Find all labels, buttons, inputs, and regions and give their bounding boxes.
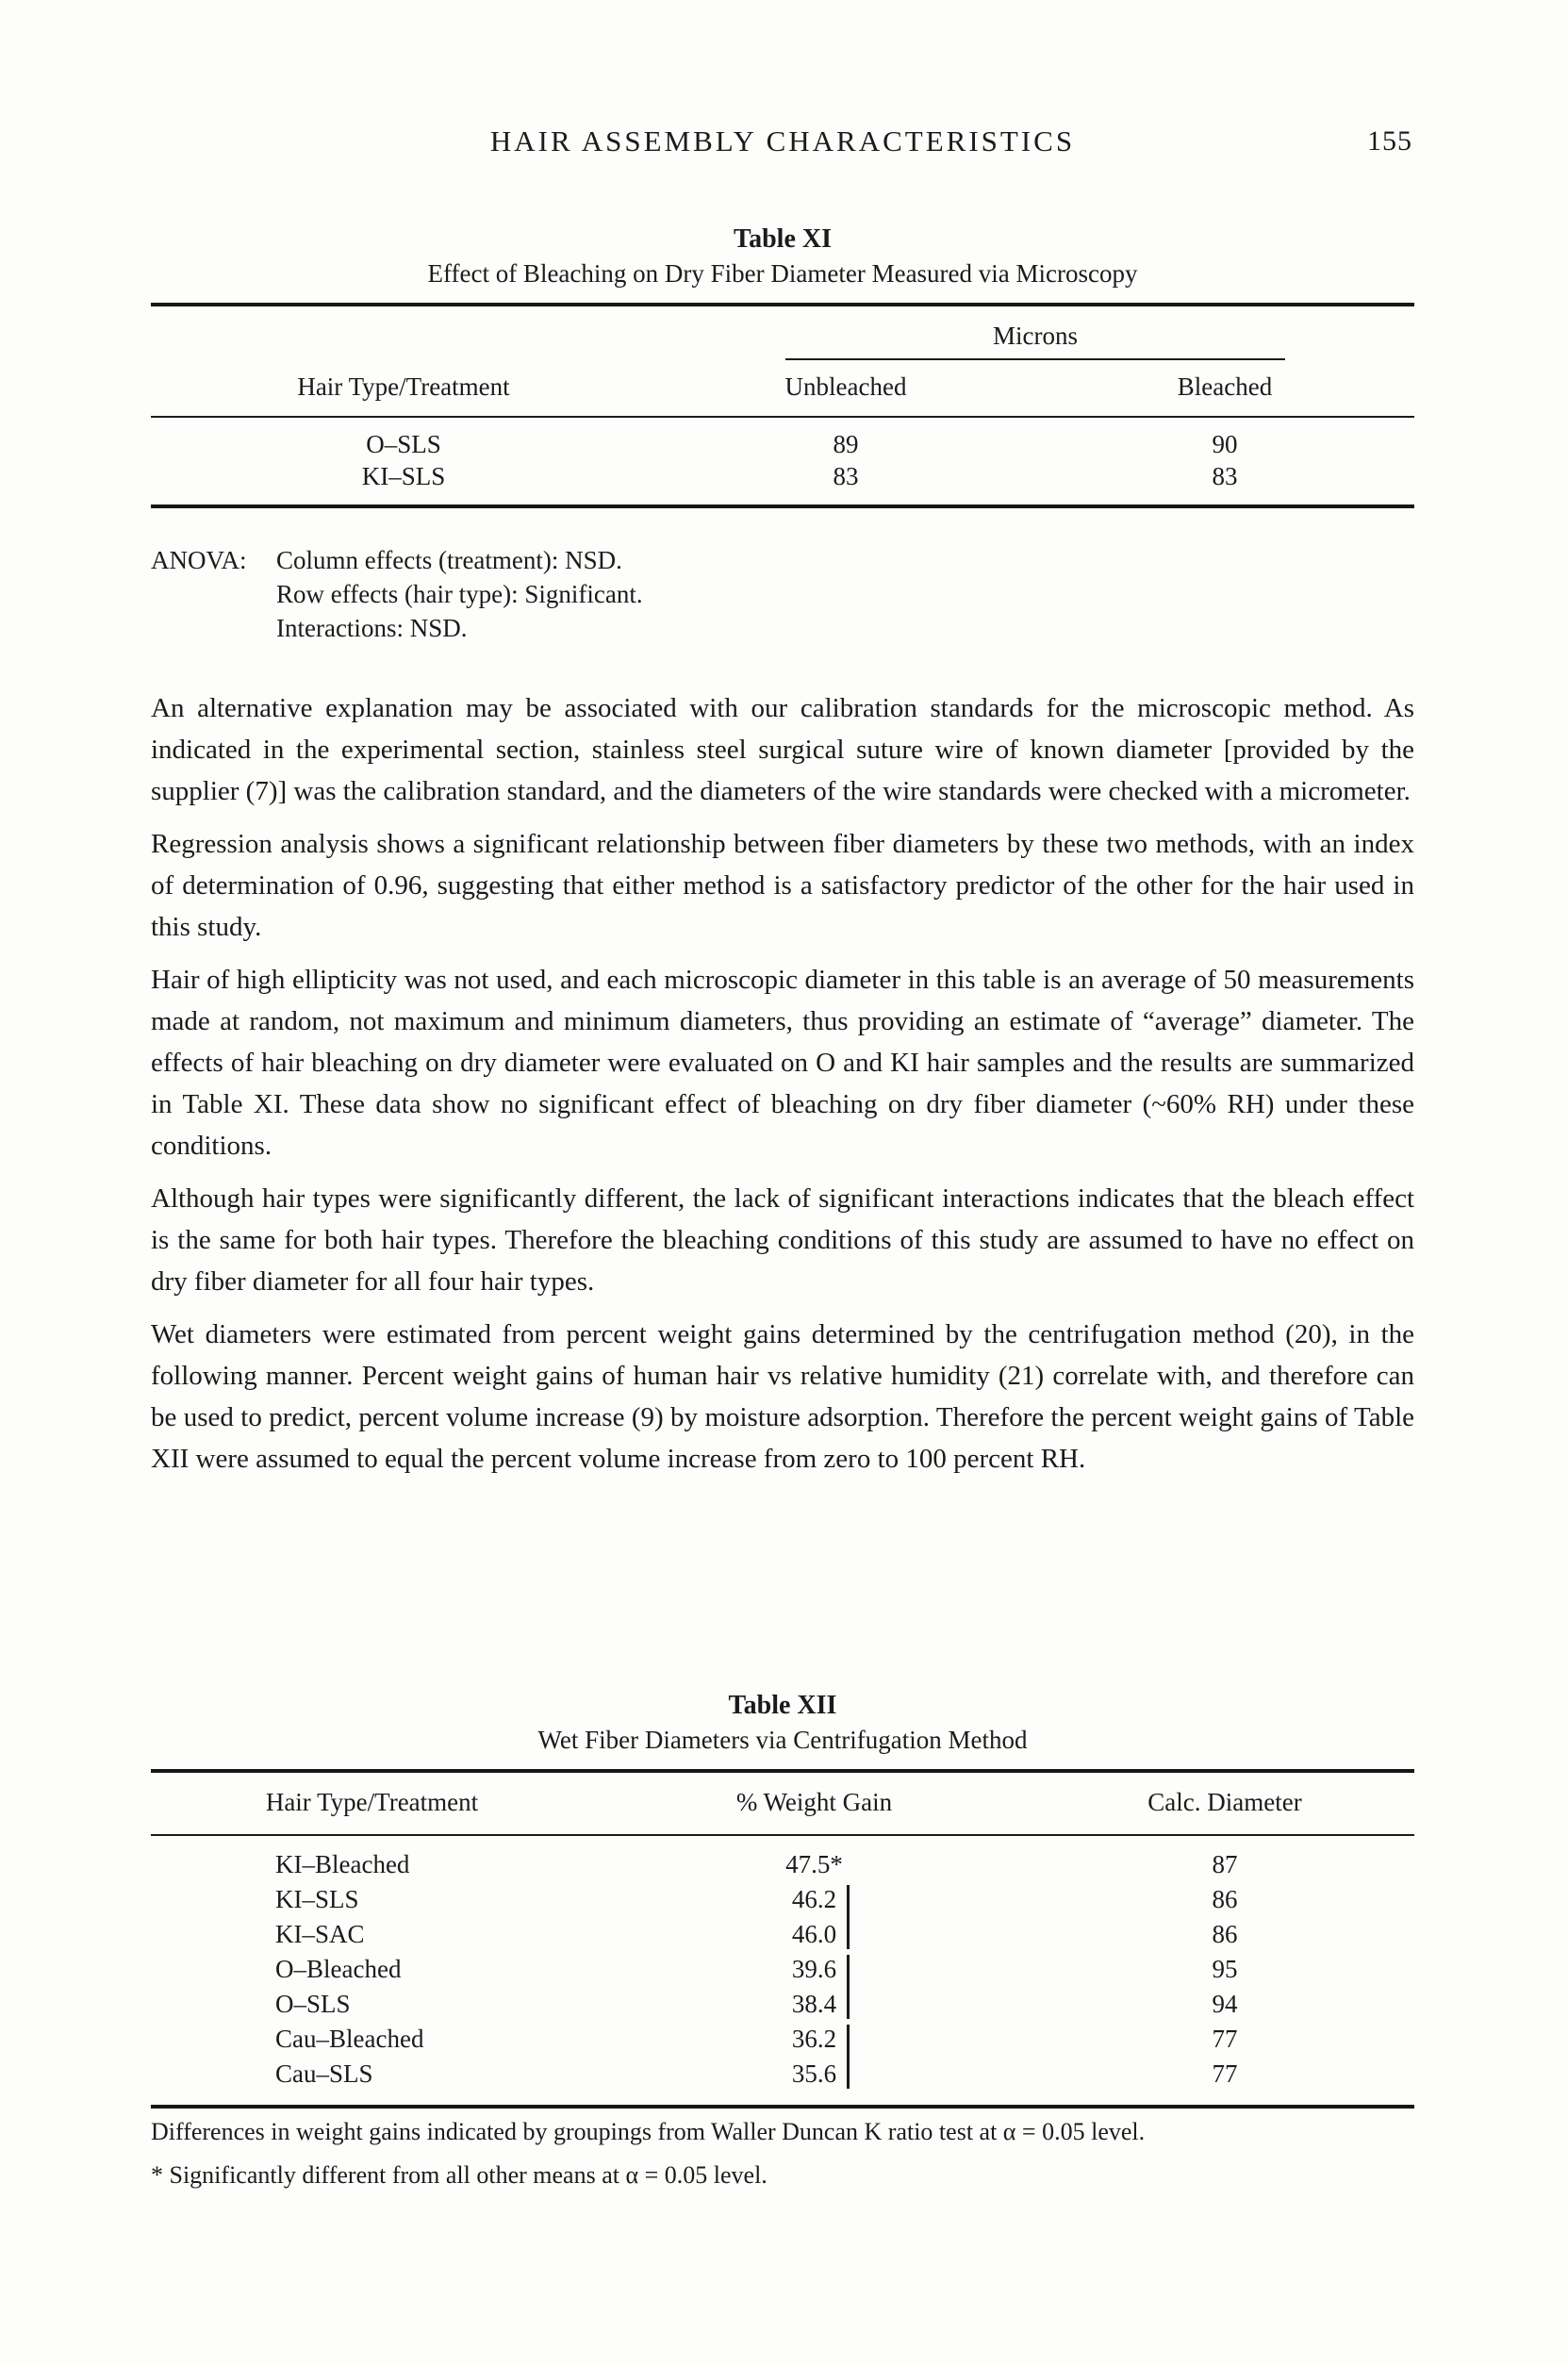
- table-row: [151, 1847, 1414, 1882]
- weight-gain-cell: [593, 1882, 1035, 1917]
- table-row: [151, 460, 1414, 504]
- column-header: Hair Type/Treatment: [297, 372, 510, 401]
- column-header: Calc. Diameter: [1147, 1788, 1302, 1816]
- paragraph: Although hair types were significantly different, the lack of significant interactions indicates that the bleach effect is the same for both hair types. Therefore the bleaching conditions of this study are assumed to have no effect on dry fiber diameter for all four hair types.: [151, 1183, 1414, 1297]
- group-bar: [847, 1983, 850, 2019]
- footnote: Differences in weight gains indicated by groupings from Waller Duncan K ratio test at α = 0.05 level.: [151, 2118, 1146, 2145]
- table-row: [151, 1952, 1414, 1987]
- weight-gain-value: 39.6: [791, 1955, 837, 1983]
- bleached-cell: 83: [1212, 462, 1238, 490]
- calc-diameter-cell: 87: [1212, 1850, 1238, 1878]
- weight-gain-cell: [593, 2057, 1035, 2092]
- treatment-cell: Cau–Bleached: [275, 2025, 424, 2053]
- unbleached-cell: 89: [833, 430, 859, 458]
- anova-line: Interactions: NSD.: [276, 614, 468, 642]
- table-xi-title: Table XI: [733, 224, 832, 254]
- weight-gain-value: 46.0: [791, 1920, 837, 1948]
- column-header: Bleached: [1177, 372, 1273, 401]
- weight-gain-value: 35.6: [791, 2059, 837, 2088]
- paragraph: Wet diameters were estimated from percent weight gains determined by the centrifugation method (20), in the following manner. Percent weight gains of human hair vs relative humidity (21) correlate with, and therefore can be used to predict, percent volume increase (9) by moisture adsorption. Therefore the percent weight gains of Table XII were assumed to equal the percent volume increase from zero to 100 percent RH.: [151, 1319, 1414, 1474]
- treatment-cell: O–Bleached: [275, 1955, 402, 1983]
- table-row: [151, 2057, 1414, 2092]
- calc-diameter-cell: 86: [1212, 1885, 1238, 1913]
- weight-gain-cell: [593, 1917, 1035, 1952]
- anova-line: Column effects (treatment): NSD.: [276, 546, 622, 574]
- column-header: Hair Type/Treatment: [265, 1788, 479, 1816]
- table-row: [151, 1987, 1414, 2022]
- treatment-cell: O–SLS: [275, 1990, 351, 2018]
- table-xii-rows: [151, 1836, 1414, 2105]
- treatment-cell: KI–SLS: [275, 1885, 359, 1913]
- treatment-cell: Cau–SLS: [275, 2059, 373, 2088]
- table-row: [151, 2022, 1414, 2057]
- weight-gain-cell: [593, 1952, 1035, 1987]
- calc-diameter-cell: 77: [1212, 2059, 1238, 2088]
- weight-gain-value: 36.2: [791, 2025, 837, 2053]
- paragraph: Regression analysis shows a significant relationship between fiber diameters by these two methods, with an index of determination of 0.96, suggesting that either method is a satisfactory predictor of the other for the hair used in this study.: [151, 829, 1414, 942]
- treatment-cell: O–SLS: [366, 430, 441, 458]
- anova-note: [151, 543, 1414, 645]
- treatment-cell: KI–SAC: [275, 1920, 365, 1948]
- treatment-cell: KI–Bleached: [275, 1850, 410, 1878]
- spanner-label: Microns: [993, 322, 1078, 350]
- weight-gain-cell: [593, 1987, 1035, 2022]
- calc-diameter-cell: 95: [1212, 1955, 1238, 1983]
- treatment-cell: KI–SLS: [361, 462, 446, 490]
- column-header: % Weight Gain: [735, 1788, 893, 1816]
- calc-diameter-cell: 77: [1212, 2025, 1238, 2053]
- anova-label: ANOVA:: [151, 546, 247, 574]
- table-xii-title: Table XII: [728, 1691, 837, 1720]
- calc-diameter-cell: 94: [1212, 1990, 1238, 2018]
- table-xi-body: [151, 303, 1414, 508]
- weight-gain-value: 38.4: [791, 1990, 837, 2018]
- page-number: 155: [1367, 125, 1412, 157]
- body-text: [151, 687, 1414, 1491]
- table-row: [151, 418, 1414, 460]
- footnote: * Significantly different from all other means at α = 0.05 level.: [151, 2161, 767, 2189]
- table-xi: [151, 224, 1414, 508]
- table-xii: [151, 1691, 1414, 2109]
- bleached-cell: 90: [1212, 430, 1238, 458]
- running-head-title: HAIR ASSEMBLY CHARACTERISTICS: [489, 124, 1076, 157]
- unbleached-cell: 83: [833, 462, 859, 490]
- paragraph: Hair of high ellipticity was not used, and each microscopic diameter in this table is an average of 50 measurements made at random, not maximum and minimum diameters, thus providing an estimate of “average” diameter. The effects of hair bleaching on dry diameter were evaluated on O and KI hair samples and the results are summarized in Table XI. These data show no significant effect of bleaching on dry fiber diameter (~60% RH) under these conditions.: [151, 965, 1414, 1161]
- weight-gain-value: 46.2: [791, 1885, 837, 1913]
- anova-line: Row effects (hair type): Significant.: [276, 580, 643, 608]
- calc-diameter-cell: 86: [1212, 1920, 1238, 1948]
- microns-spanner: [656, 322, 1414, 360]
- microns-rule: [785, 358, 1286, 360]
- weight-gain-value: 47.5*: [785, 1850, 843, 1878]
- table-xii-subtitle: Wet Fiber Diameters via Centrifugation Method: [537, 1726, 1028, 1754]
- group-bar: [847, 1913, 850, 1949]
- spanner-row: [151, 306, 1414, 360]
- column-header: Unbleached: [784, 372, 907, 401]
- paragraph: An alternative explanation may be associated with our calibration standards for the microscopic method. As indicated in the experimental section, stainless steel surgical suture wire of known diameter [provided by the supplier (7)] was the calibration standard, and the diameters of the wire standards were checked with a micrometer.: [151, 693, 1414, 806]
- footnotes: [151, 2110, 1414, 2197]
- weight-gain-cell: [593, 1847, 1035, 1882]
- spanner-spacer: [151, 322, 656, 360]
- table-row: [151, 1917, 1414, 1952]
- table-xi-subtitle: Effect of Bleaching on Dry Fiber Diameter Measured via Microscopy: [427, 259, 1138, 288]
- table-row: [151, 1882, 1414, 1917]
- weight-gain-cell: [593, 2022, 1035, 2057]
- running-head: [151, 124, 1414, 166]
- header-row: [151, 1773, 1414, 1836]
- table-xii-body: [151, 1769, 1414, 2109]
- header-row: [151, 360, 1414, 418]
- group-bar: [847, 2053, 850, 2089]
